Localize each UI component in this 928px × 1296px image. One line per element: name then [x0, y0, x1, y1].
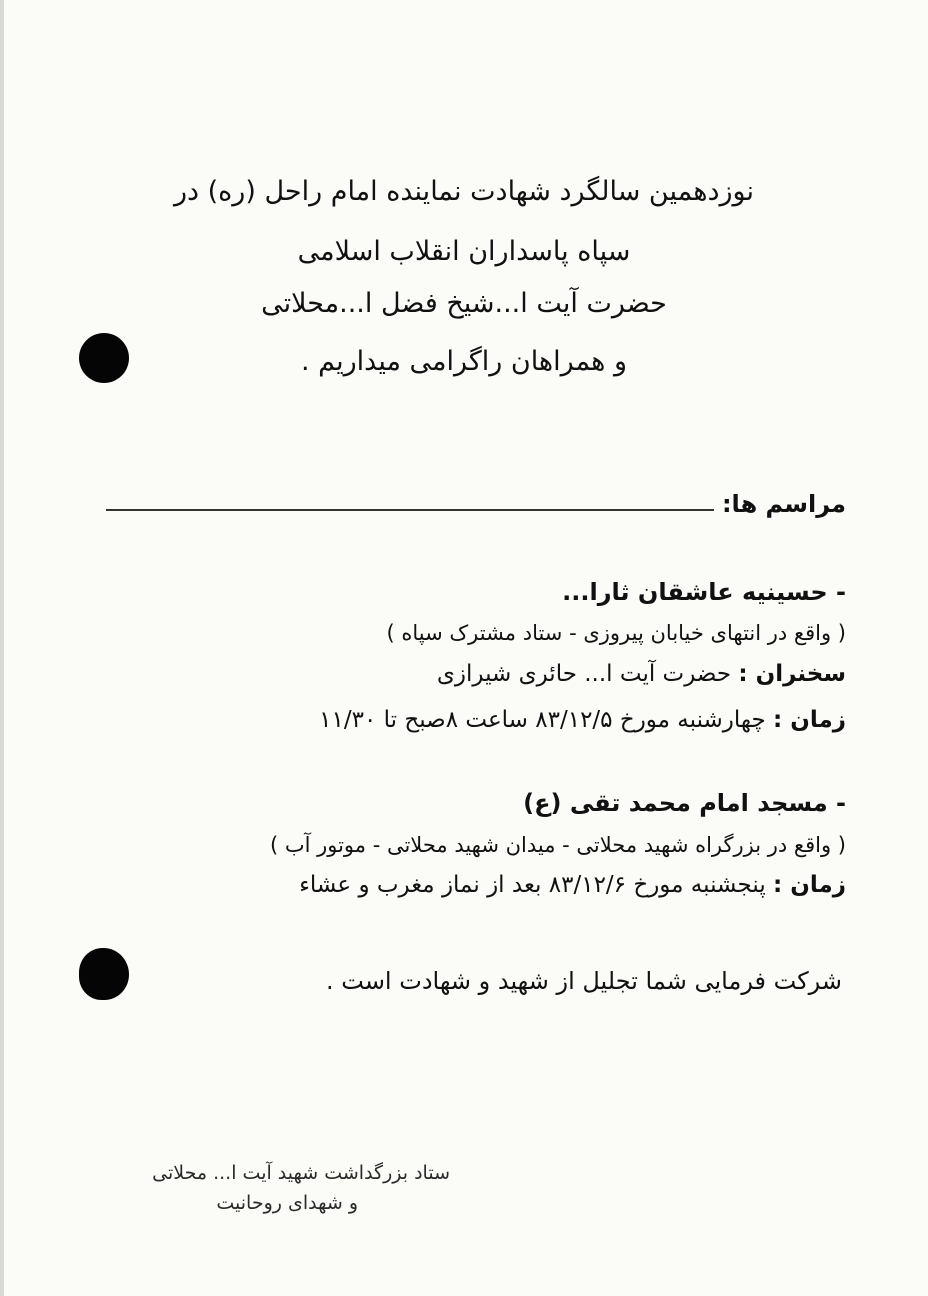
- speaker-label: سخنران :: [738, 661, 846, 687]
- time-value: چهارشنبه مورخ ۸۳/۱۲/۵ ساعت ۸صبح تا ۱۱/۳۰: [319, 707, 774, 733]
- time-value: پنجشنبه مورخ ۸۳/۱۲/۶ بعد از نماز مغرب و عشاء: [299, 872, 774, 898]
- time-label: زمان :: [773, 872, 846, 898]
- event-2-address: ( واقع در بزرگراه شهید محلاتی - میدان شهید محلاتی - موتور آب ): [269, 833, 846, 857]
- event-1-time: [319, 701, 846, 739]
- heading-text-3: حضرت آیت ا...شیخ فضل ا...محلاتی: [261, 288, 667, 319]
- time-label: زمان :: [773, 707, 846, 733]
- heading-line-1: [0, 170, 928, 214]
- signature-line-1: ستاد بزرگداشت شهید آیت ا... محلاتی: [152, 1162, 450, 1184]
- closing-text: شرکت فرمایی شما تجلیل از شهید و شهادت است .: [326, 967, 842, 995]
- signature-line-2: و شهدای روحانیت: [216, 1192, 358, 1214]
- heading-line-2: [0, 230, 928, 274]
- event-2-venue: - مسجد امام محمد تقی (ع): [523, 789, 846, 817]
- ceremonies-title: مراسم ها:: [721, 490, 846, 518]
- heading-text-1: نوزدهمین سالگرد شهادت نماینده امام راحل (ره) در: [173, 176, 755, 207]
- event-1-venue: - حسینیه عاشقان ثارا...: [562, 578, 846, 606]
- ceremonies-underline: [106, 509, 714, 511]
- heading-line-4: [0, 340, 928, 384]
- heading-text-4: و همراهان راگرامی میداریم .: [300, 346, 628, 377]
- speaker-value: حضرت آیت ا... حائری شیرازی: [436, 661, 739, 687]
- heading-line-3: [0, 282, 928, 326]
- event-1-address: ( واقع در انتهای خیابان پیروزی - ستاد مشترک سپاه ): [386, 621, 846, 645]
- heading-text-2: سپاه پاسداران انقلاب اسلامی: [297, 236, 631, 267]
- event-2-time: [299, 866, 846, 904]
- punch-hole-bottom: [79, 948, 129, 1000]
- event-1-speaker: [437, 655, 846, 693]
